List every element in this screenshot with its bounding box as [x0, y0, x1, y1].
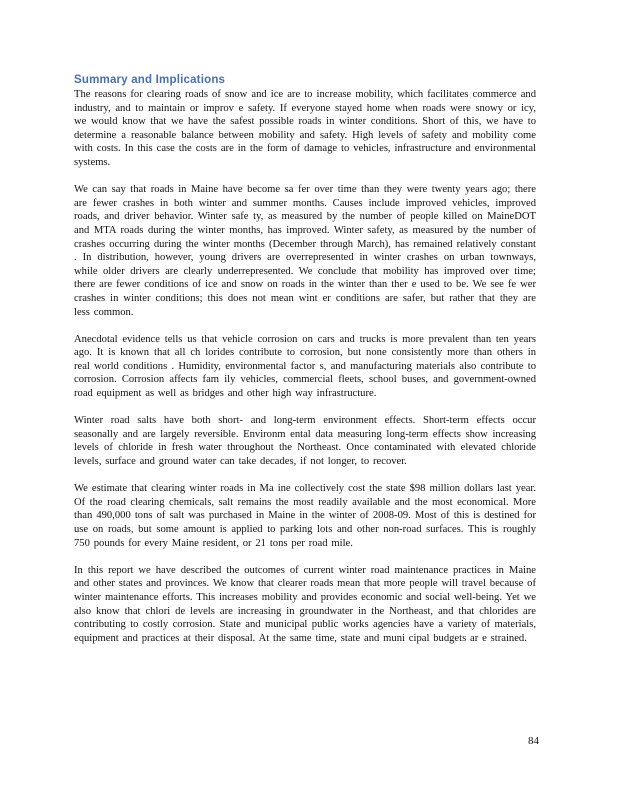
- paragraph-4: Winter road salts have both short- and long-term environment effects. Short-term effects occur seasonally and are largely reversible. Environm ental data measuring long-term effects show increasing levels of chloride in fresh water throughout the Northeast. Once contaminated with elevated chloride levels, surface and ground water can take decades, if not longer, to recover.: [74, 415, 536, 468]
- paragraph-2: We can say that roads in Maine have become sa fer over time than they were twenty years ago; there are fewer crashes in both winter and summer months. Causes include improved vehicles, improved roads, and driver behavior. Winter safe ty, as measured by the number of people killed on MaineDOT and MTA roads during the winter months, has improved. Winter safety, as measured by the number of crashes occurring during the winter months (December through March), has remained relatively constant . In distribution, however, young drivers are overrepresented in winter crashes on urban townways, while older drivers are clearly underrepresented. We conclude that mobility has improved over time; there are fewer conditions of ice and snow on roads in the winter than ther e used to be. We see fe wer crashes in winter conditions; this does not mean wint er conditions are safer, but rather that they are less common.: [74, 184, 536, 318]
- paragraph-5: We estimate that clearing winter roads in Ma ine collectively cost the state $98 million dollars last year. Of the road clearing chemicals, salt remains the most readily available and the most economical. More than 490,000 tons of salt was purchased in Maine in the winter of 2008-09. Most of this is destined for use on roads, but some amount is applied to parking lots and other non-road surfaces. This is roughly 750 pounds for every Maine resident, or 21 tons per road mile.: [74, 483, 536, 549]
- section-heading: Summary and Implications: [74, 74, 226, 86]
- paragraph-6: In this report we have described the outcomes of current winter road maintenance practices in Maine and other states and provinces. We know that clearer roads mean that more people will travel because of winter maintenance efforts. This increases mobility and provides economic and social well-being. Yet we also know that chlori de levels are increasing in groundwater in the Northeast, and that chlorides are contributing to costly corrosion. State and municipal public works agencies have a variety of materials, equipment and practices at their disposal. At the same time, state and muni cipal budgets ar e strained.: [74, 564, 536, 644]
- body-text: [74, 88, 536, 659]
- paragraph-1: The reasons for clearing roads of snow and ice are to increase mobility, which facilitates commerce and industry, and to maintain or improv e safety. If everyone stayed home when roads were snowy or icy, we would know that we have the safest possible roads in winter conditions. Short of this, we have to determine a reasonable balance between mobility and safety. High levels of safety and mobility come with costs. In this case the costs are in the form of damage to vehicles, infrastructure and environmental systems.: [74, 89, 536, 168]
- paragraph-3: Anecdotal evidence tells us that vehicle corrosion on cars and trucks is more prevalent than ten years ago. It is known that all ch lorides contribute to corrosion, but none consistently more than others in real world conditions . Humidity, environmental factor s, and manufacturing materials also contribute to corrosion. Corrosion affects fam ily vehicles, commercial fleets, school buses, and government-owned road equipment as well as bridges and other high way infrastructure.: [74, 333, 536, 400]
- page-number: 84: [528, 735, 539, 747]
